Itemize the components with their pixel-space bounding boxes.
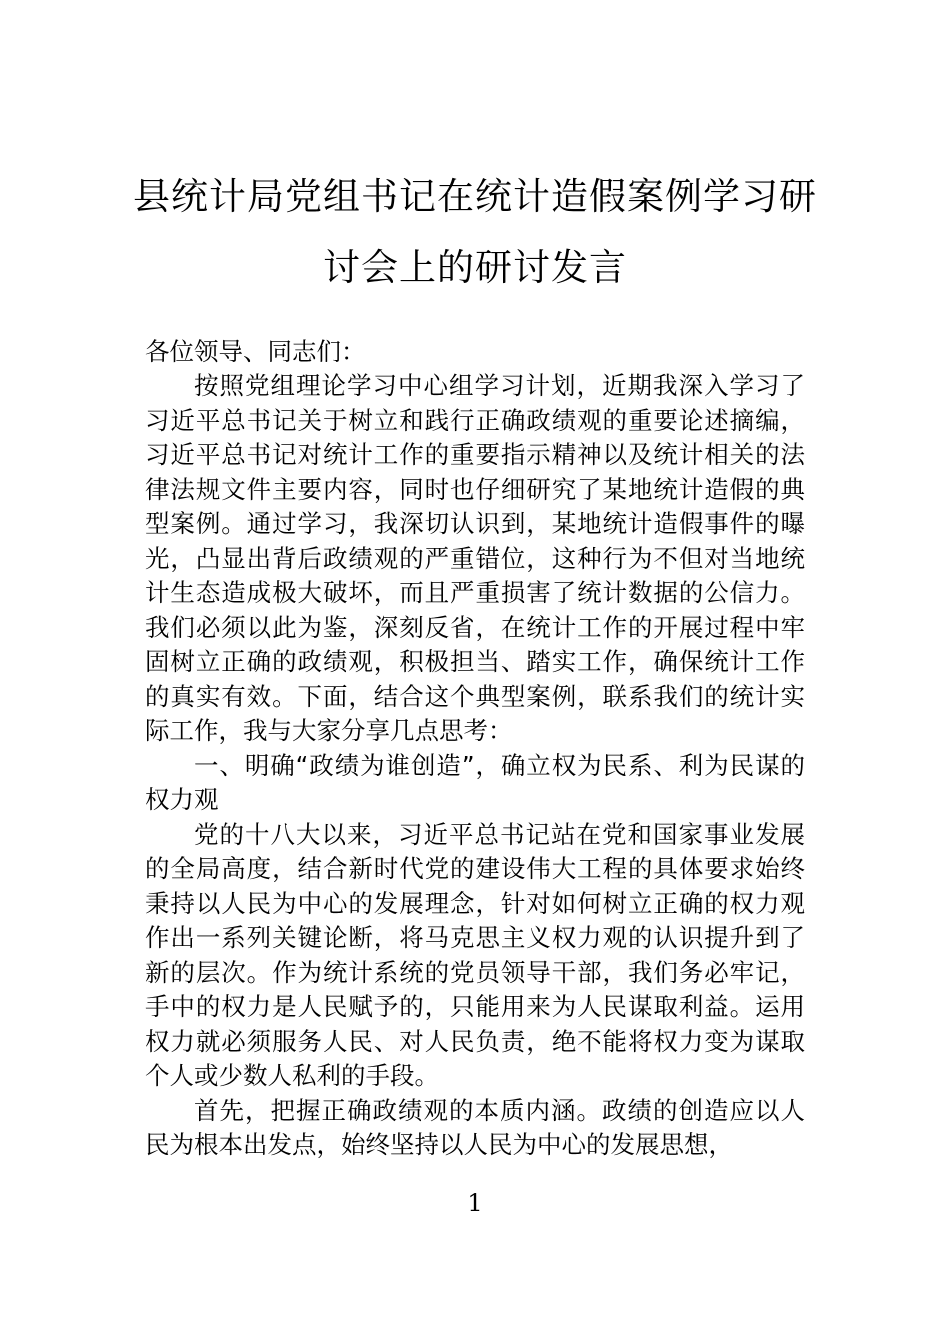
paragraph-first-point: 首先，把握正确政绩观的本质内涵。政绩的创造应以人民为根本出发点，始终坚持以人民为中心的发展思想， [145,1095,805,1159]
document-body [145,369,805,1163]
paragraph-power-view: 党的十八大以来，习近平总书记站在党和国家事业发展的全局高度，结合新时代党的建设伟大工程的具体要求始终秉持以人民为中心的发展理念，针对如何树立正确的权力观作出一系列关键论断，将马克思主义权力观的认识提升到了新的层次。作为统计系统的党员领导干部，我们务必牢记，手中的权力是人民赋予的，只能用来为人民谋取利益。运用权力就必须服务人民、对人民负责，绝不能将权力变为谋取个人或少数人私利的手段。 [145,819,805,1090]
paragraph-intro: 按照党组理论学习中心组学习计划，近期我深入学习了习近平总书记关于树立和践行正确政绩观的重要论述摘编，习近平总书记对统计工作的重要指示精神以及统计相关的法律法规文件主要内容，同时也仔细研究了某地统计造假的典型案例。通过学习，我深切认识到，某地统计造假事件的曝光，凸显出背后政绩观的严重错位，这种行为不但对当地统计生态造成极大破坏，而且严重损害了统计数据的公信力。我们必须以此为鉴，深刻反省，在统计工作的开展过程中牢固树立正确的政绩观，积极担当、踏实工作，确保统计工作的真实有效。下面，结合这个典型案例，联系我们的统计实际工作，我与大家分享几点思考： [145,371,805,745]
document-title-line-2: 讨会上的研讨发言 [323,246,627,289]
section-heading-1: 一、明确“政绩为谁创造”，确立权为民系、利为民谋的权力观 [145,750,805,814]
page-number: 1 [467,1189,483,1217]
salutation: 各位领导、同志们： [145,337,366,366]
document-title-line-1: 县统计局党组书记在统计造假案例学习研 [133,175,817,218]
